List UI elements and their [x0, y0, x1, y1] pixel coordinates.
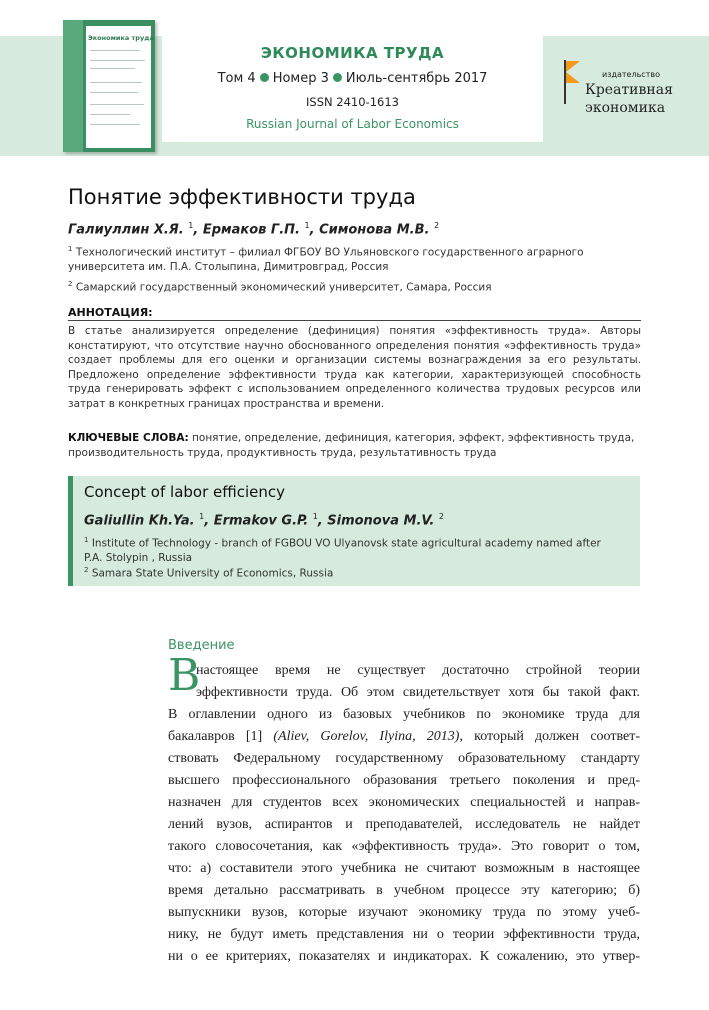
english-affiliation-2 — [84, 563, 629, 581]
publisher-flag-icon — [566, 61, 580, 83]
body-line: ни о ее критериях, показателях и индикаторах. К сожалению, это утвер- — [168, 949, 640, 964]
body-line: время детально рассматривать в учебном процессе эту категорию; б) — [168, 883, 640, 898]
journal-volume: Том 4 — [217, 71, 256, 86]
author-name: Galiullin Kh.Ya. — [84, 513, 195, 529]
body-line: лений вузов, аспирантов и преподавателей, исследователь не найдет — [168, 817, 640, 832]
author-affil-mark: 2 — [433, 221, 440, 230]
author-name: Симонова М.В. — [319, 222, 430, 238]
article-authors: Галиуллин Х.Я. $^1$, Ермаков Г.П. $^1$, Симонова М.В. $^2$ — [68, 221, 440, 238]
journal-period: Июль-сентябрь 2017 — [345, 71, 488, 86]
author-affil-mark: 1 — [304, 221, 310, 230]
body-line: В оглавлении одного из базовых учебников по экономике труда для — [168, 707, 640, 722]
publisher-label: издательство — [602, 70, 660, 79]
body-line — [168, 728, 640, 746]
affiliation-text: университета им. П.А. Столыпина, Димитровград, Россия — [68, 260, 389, 273]
body-text: бакалавров [1] — [168, 729, 263, 744]
author-affil-mark: 1 — [199, 512, 205, 521]
article-title: Понятие эффективности труда — [68, 185, 416, 209]
affiliation-text: Institute of Technology - branch of FGBOU VO Ulyanovsk state agricultural academy named after — [91, 537, 601, 550]
affiliation-text: Технологический институт – филиал ФГБОУ ВО Ульяновского государственного аграрного — [75, 246, 584, 259]
affiliation-2 — [68, 277, 648, 295]
journal-number: Номер 3 — [272, 71, 329, 86]
annotation-divider — [68, 320, 641, 321]
author-name: Simonova M.V. — [327, 513, 435, 529]
english-authors: Galiullin Kh.Ya. $^1$, Ermakov G.P. $^1$, Simonova M.V. $^2$ — [84, 512, 444, 529]
body-text: , который должен соответ- — [459, 729, 640, 744]
publisher-name-line1: Креативная — [585, 82, 673, 98]
drop-cap: В — [168, 650, 201, 701]
author-name: Галиуллин Х.Я. — [68, 222, 184, 238]
affiliation-text: P.A. Stolypin , Russia — [84, 551, 193, 564]
publisher-name-line2: экономика — [585, 100, 666, 116]
journal-cover-page — [86, 26, 151, 148]
journal-english-title: Russian Journal of Labor Economics — [246, 117, 459, 131]
affiliation-mark: 2 — [84, 566, 89, 574]
affiliation-mark: 1 — [84, 536, 89, 544]
affiliation-text: Самарский государственный экономический университет, Самара, Россия — [75, 281, 492, 294]
journal-cover-spine — [63, 20, 83, 152]
author-affil-mark: 1 — [188, 221, 194, 230]
affiliation-mark: 1 — [68, 245, 73, 253]
keywords-text: понятие, определение, дефиниция, категория, эффект, эффективность труда, производительность труда, продуктивность труда, результативность труда — [68, 432, 635, 459]
affiliation-text: Samara State University of Economics, Russia — [91, 567, 334, 580]
body-line: выпускники вузов, которые изучают экономику труда по этому учеб- — [168, 905, 640, 920]
journal-cover-title: Экономика труда — [88, 34, 154, 42]
affiliation-1 — [68, 242, 648, 274]
body-line: высшего профессионального образования третьего поколения и пред- — [168, 773, 640, 788]
body-line: нику, не будут иметь представления ни о теории эффективности труда, — [168, 927, 640, 942]
author-name: Ермаков Г.П. — [202, 222, 300, 238]
body-line: ствовать Федеральному государственному образовательному стандарту — [168, 751, 640, 766]
english-affiliation-1 — [84, 533, 629, 565]
journal-issue-line — [162, 71, 543, 86]
citation: (Aliev, Gorelov, Ilyina, 2013) — [273, 729, 460, 744]
body-line: что: а) составители этого учебника не считают возможным в настоящее — [168, 861, 640, 876]
keywords-heading: КЛЮЧЕВЫЕ СЛОВА: — [68, 432, 189, 444]
journal-issn: ISSN 2410-1613 — [306, 95, 399, 109]
keywords — [68, 431, 641, 461]
author-affil-mark: 1 — [312, 512, 318, 521]
bullet-dot-icon — [260, 73, 269, 82]
body-line: назначен для студентов всех экономических специальностей и направ- — [168, 795, 640, 810]
body-line: настоящее время не существует достаточно стройной теории — [196, 663, 640, 678]
annotation-heading: АННОТАЦИЯ: — [68, 306, 153, 319]
annotation-text: В статье анализируется определение (дефиниция) понятия «эффективность труда». Авторы констатируют, что отсутствие научно обоснованного определения понятия «эффективность труда» создает проблемы для его оценки и организации системы вознаграждения за его результаты. Предложено определение эффективности труда как категории, характеризующей способность труда генерировать эффект с использованием определенного количества трудовых ресурсов или затрат в конкретных границах пространства и времени. — [68, 325, 641, 410]
affiliation-mark: 2 — [68, 280, 73, 288]
body-line: эффективности труда. Об этом свидетельствует хотя бы такой факт. — [196, 685, 640, 700]
author-affil-mark: 2 — [438, 512, 444, 521]
body-line: такого словосочетания, как «эффективность труда». Это говорит о том, — [168, 839, 640, 854]
section-heading-introduction: Введение — [168, 638, 235, 653]
publisher-name — [585, 81, 673, 117]
bullet-dot-icon — [333, 73, 342, 82]
author-name: Ermakov G.P. — [213, 513, 309, 529]
journal-title: ЭКОНОМИКА ТРУДА — [260, 44, 445, 62]
english-title: Concept of labor efficiency — [84, 483, 286, 501]
